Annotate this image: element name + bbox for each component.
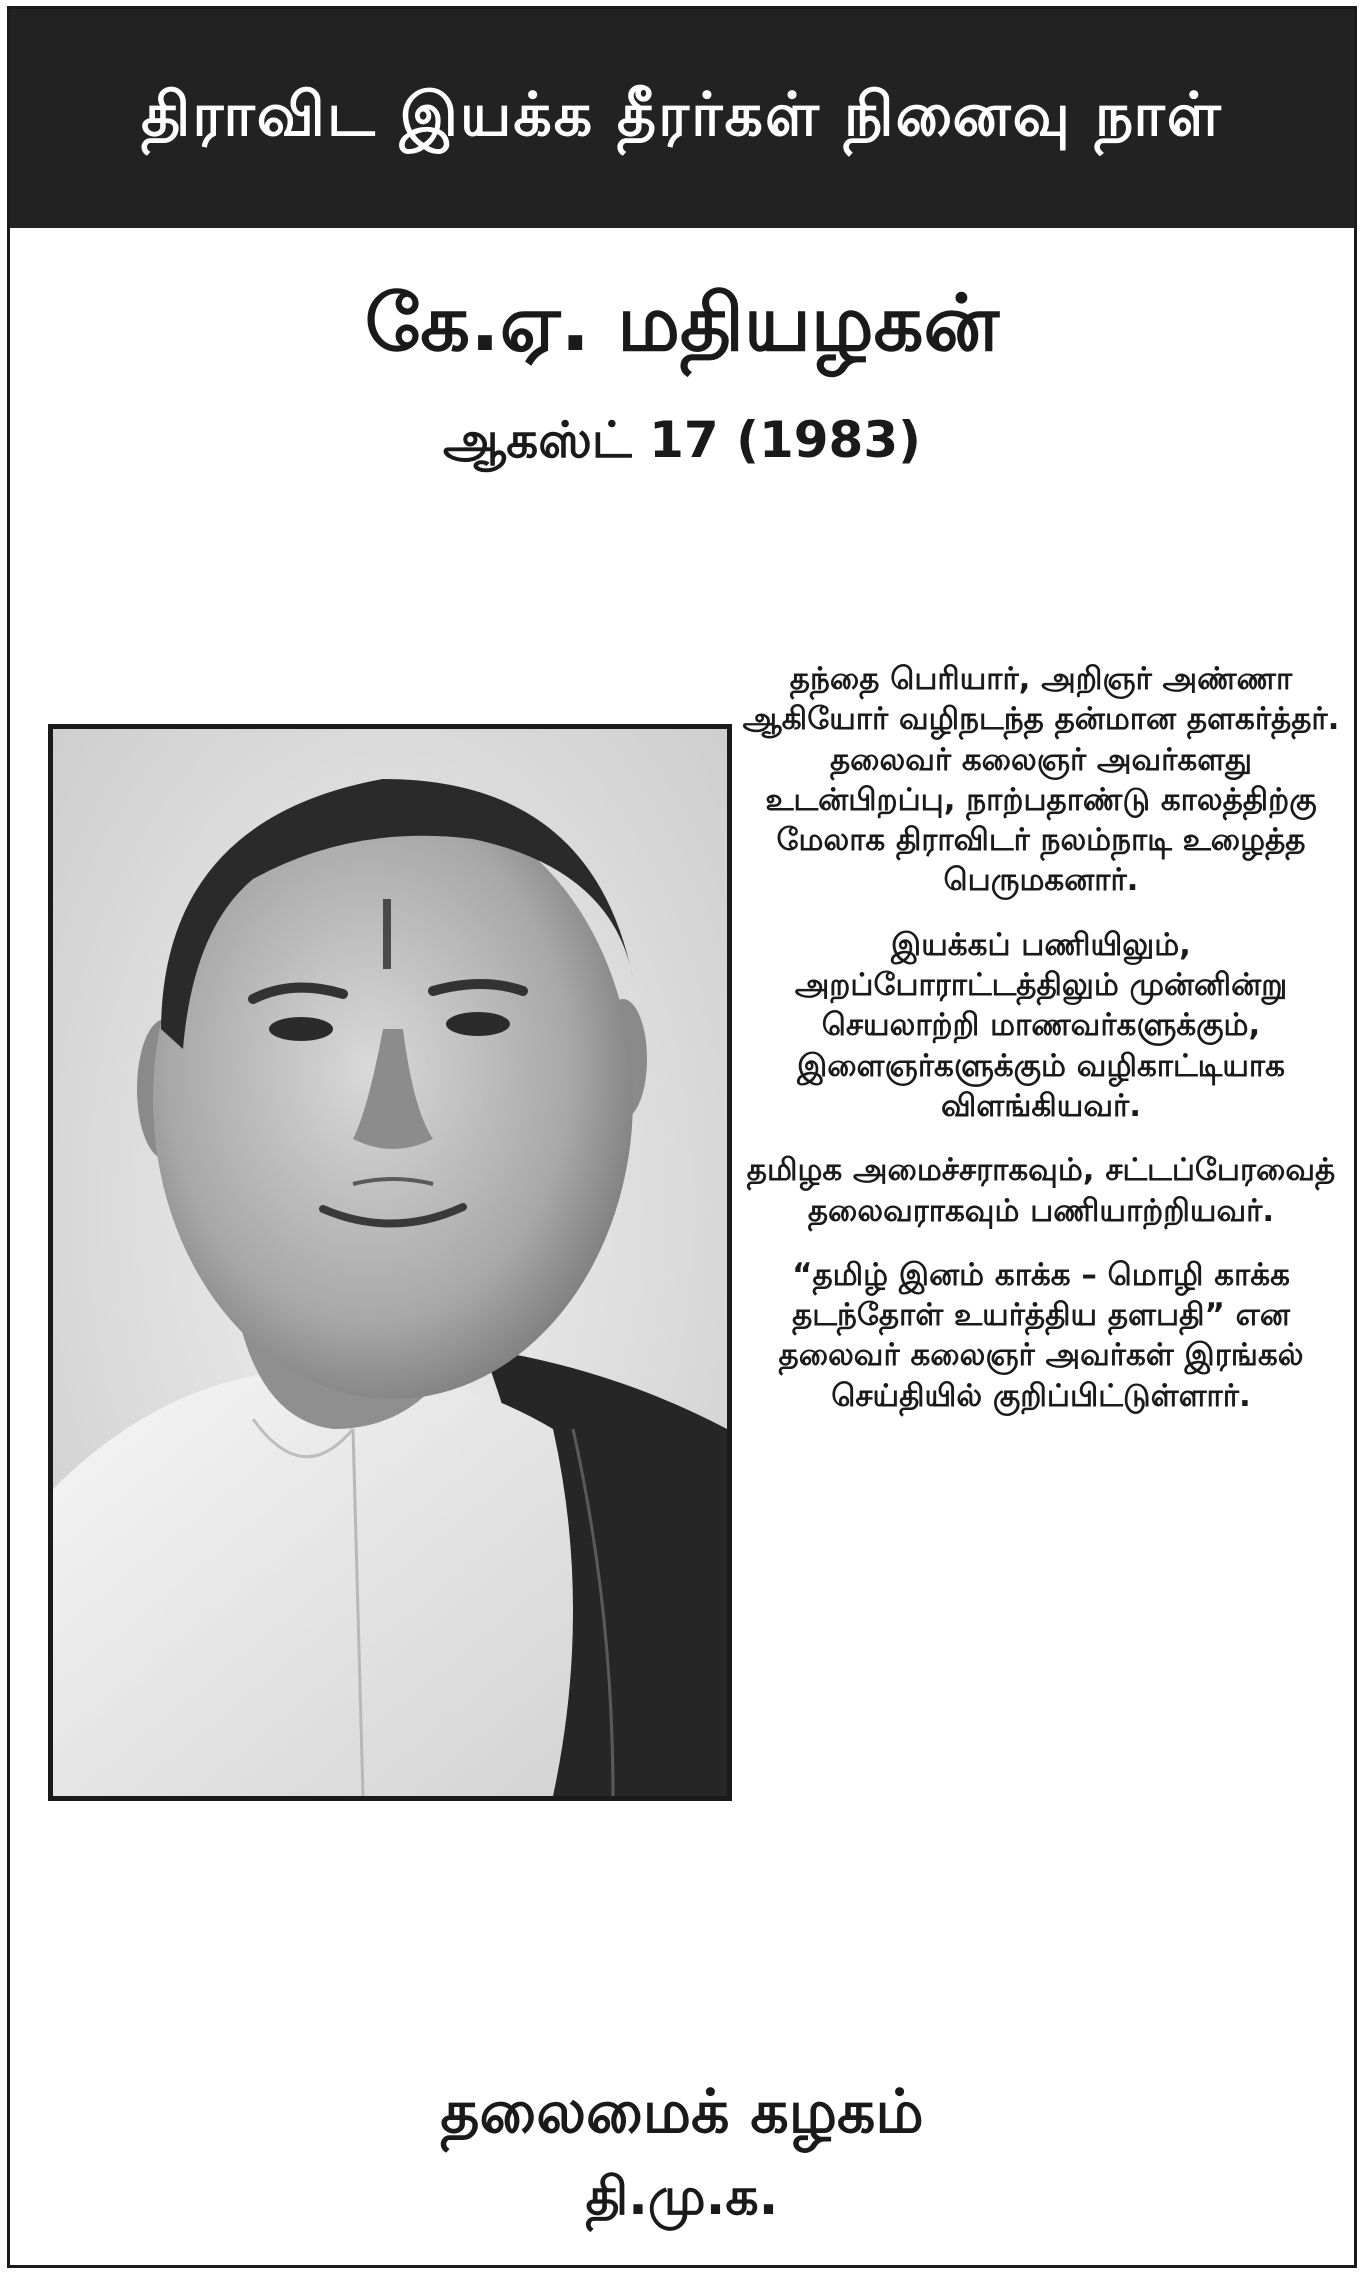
memorial-date: ஆகஸ்ட் 17 (1983) — [443, 411, 921, 469]
memorial-notice — [7, 6, 1357, 2268]
header-banner — [10, 9, 1354, 228]
footer-party: தி.மு.க. — [585, 2167, 779, 2227]
portrait-photo — [48, 724, 732, 1801]
bio-paragraph-1: தந்தை பெரியார், அறிஞர் அண்ணா ஆகியோர் வழிநடந்த தன்மான தளகர்த்தர். தலைவர் கலைஞர் அவர்களது உடன்பிறப்பு, நாற்பதாண்டு காலத்திற்கு மேலாக திராவிடர் நலம்நாடி உழைத்த பெருமகனார். — [742, 661, 1340, 899]
footer-organization: தலைமைக் கழகம் — [440, 2077, 924, 2147]
biography-text — [738, 659, 1344, 1440]
person-name: கே.ஏ. மதியழகன் — [364, 279, 1000, 369]
bio-paragraph-4: “தமிழ் இனம் காக்க – மொழி காக்க தடந்தோள் உயர்த்திய தளபதி” என தலைவர் கலைஞர் அவர்கள் இரங்கல் செய்தியில் குறிப்பிட்டுள்ளார். — [778, 1256, 1304, 1414]
portrait-illustration — [53, 729, 727, 1796]
banner-title: திராவிட இயக்க தீரர்கள் நினைவு நாள் — [141, 79, 1223, 150]
bio-paragraph-3: தமிழக அமைச்சராகவும், சட்டப்பேரவைத் தலைவராகவும் பணியாற்றியவர். — [746, 1152, 1336, 1229]
bio-paragraph-2: இயக்கப் பணியிலும், அறப்போராட்டத்திலும் முன்னின்று செயலாற்றி மாணவர்களுக்கும், இளைஞர்களுக்கும் வழிகாட்டியாக விளங்கியவர். — [794, 926, 1288, 1124]
